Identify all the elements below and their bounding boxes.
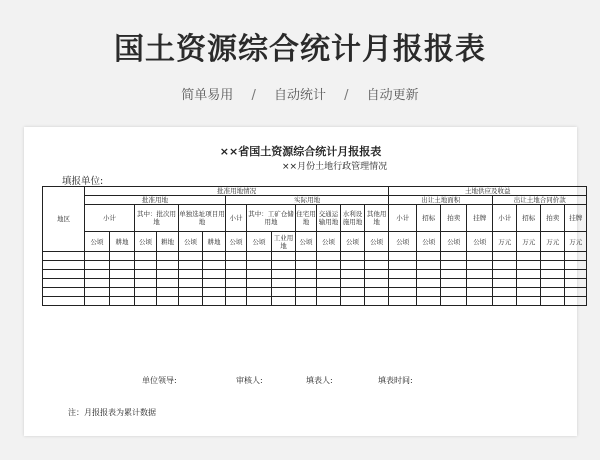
- table-cell[interactable]: [565, 279, 587, 288]
- table-cell[interactable]: [365, 297, 389, 306]
- unit-hectare: 公顷: [389, 232, 417, 252]
- table-cell[interactable]: [179, 261, 203, 270]
- report-subtitle: ××月份土地行政管理情况: [282, 162, 388, 172]
- table-cell[interactable]: [365, 261, 389, 270]
- table-cell[interactable]: [203, 297, 226, 306]
- table-cell[interactable]: [493, 261, 517, 270]
- report-title: ××省国土资源综合统计月报报表: [219, 145, 382, 158]
- unit-hectare: 公顷: [317, 232, 341, 252]
- unit-hectare: 公顷: [441, 232, 467, 252]
- table-cell[interactable]: [493, 288, 517, 297]
- unit-farmland: 耕地: [157, 232, 179, 252]
- feature-tagline: [0, 84, 600, 103]
- table-cell[interactable]: [157, 261, 179, 270]
- table-cell[interactable]: [517, 252, 541, 261]
- table-cell[interactable]: [85, 279, 110, 288]
- table-cell[interactable]: [389, 261, 417, 270]
- unit-industrial: 工业用地: [272, 232, 296, 252]
- table-cell[interactable]: [296, 261, 317, 270]
- header-land-supply: 土地供应及收益: [389, 187, 587, 196]
- table-cell[interactable]: [517, 297, 541, 306]
- table-row: [43, 270, 587, 279]
- header-subtotal: 小计: [389, 205, 417, 232]
- table-cell[interactable]: [389, 297, 417, 306]
- table-cell[interactable]: [43, 288, 85, 297]
- header-approved-situation: 批准用地情况: [85, 187, 389, 196]
- table-cell[interactable]: [467, 261, 493, 270]
- separator: /: [344, 88, 349, 103]
- table-cell[interactable]: [135, 279, 157, 288]
- table-cell[interactable]: [43, 270, 85, 279]
- table-cell[interactable]: [179, 252, 203, 261]
- header-subtotal: 小计: [493, 205, 517, 232]
- page-title: 国土资源综合统计月报报表: [114, 32, 486, 67]
- table-cell[interactable]: [157, 252, 179, 261]
- table-cell[interactable]: [296, 270, 317, 279]
- table-cell[interactable]: [365, 288, 389, 297]
- header-listing: 挂牌: [467, 205, 493, 232]
- unit-hectare: 公顷: [247, 232, 272, 252]
- table-cell[interactable]: [317, 297, 341, 306]
- table-cell[interactable]: [203, 279, 226, 288]
- header-subtotal: 小计: [226, 205, 247, 232]
- table-cell[interactable]: [441, 279, 467, 288]
- table-cell[interactable]: [517, 288, 541, 297]
- unit-farmland: 耕地: [203, 232, 226, 252]
- table-cell[interactable]: [467, 288, 493, 297]
- table-cell[interactable]: [157, 288, 179, 297]
- table-cell[interactable]: [110, 261, 135, 270]
- table-cell[interactable]: [441, 288, 467, 297]
- table-cell[interactable]: [135, 252, 157, 261]
- table-cell[interactable]: [417, 261, 441, 270]
- fill-time-label: 填表时间:: [378, 376, 413, 385]
- table-cell[interactable]: [179, 297, 203, 306]
- table-cell[interactable]: [226, 261, 247, 270]
- header-auction: 拍卖: [541, 205, 565, 232]
- table-cell[interactable]: [467, 279, 493, 288]
- table-cell[interactable]: [226, 279, 247, 288]
- table-cell[interactable]: [565, 270, 587, 279]
- reviewer-label: 审核人:: [236, 376, 263, 385]
- header-bidding: 招标: [517, 205, 541, 232]
- table-cell[interactable]: [203, 270, 226, 279]
- table-cell[interactable]: [541, 261, 565, 270]
- table-cell[interactable]: [157, 297, 179, 306]
- report-sheet: [24, 127, 583, 436]
- table-cell[interactable]: [272, 261, 296, 270]
- table-cell[interactable]: [179, 270, 203, 279]
- table-cell[interactable]: [317, 252, 341, 261]
- table-row: [43, 261, 587, 270]
- header-transfer-area: 出让土地面积: [389, 196, 493, 205]
- table-cell[interactable]: [296, 297, 317, 306]
- table-cell[interactable]: [517, 261, 541, 270]
- table-cell[interactable]: [85, 297, 110, 306]
- table-cell[interactable]: [272, 279, 296, 288]
- separator: /: [251, 88, 256, 103]
- table-cell[interactable]: [247, 270, 272, 279]
- table-row: [43, 252, 587, 261]
- header-subtotal: 小计: [85, 205, 135, 232]
- table-cell[interactable]: [247, 297, 272, 306]
- table-cell[interactable]: [43, 261, 85, 270]
- table-cell[interactable]: [317, 288, 341, 297]
- table-cell[interactable]: [226, 252, 247, 261]
- table-cell[interactable]: [226, 297, 247, 306]
- table-cell[interactable]: [247, 252, 272, 261]
- table-cell[interactable]: [389, 279, 417, 288]
- table-cell[interactable]: [272, 252, 296, 261]
- table-cell[interactable]: [157, 270, 179, 279]
- unit-hectare: 公顷: [226, 232, 247, 252]
- table-cell[interactable]: [467, 297, 493, 306]
- table-cell[interactable]: [441, 297, 467, 306]
- table-cell[interactable]: [110, 297, 135, 306]
- table-cell[interactable]: [441, 261, 467, 270]
- table-cell[interactable]: [296, 288, 317, 297]
- table-cell[interactable]: [317, 279, 341, 288]
- table-cell[interactable]: [541, 288, 565, 297]
- table-cell[interactable]: [85, 288, 110, 297]
- table-cell[interactable]: [110, 270, 135, 279]
- table-cell[interactable]: [417, 252, 441, 261]
- table-cell[interactable]: [317, 270, 341, 279]
- table-row: [43, 297, 587, 306]
- unit-wan-yuan: 万元: [565, 232, 587, 252]
- table-cell[interactable]: [565, 288, 587, 297]
- table-cell[interactable]: [565, 252, 587, 261]
- table-cell[interactable]: [341, 252, 365, 261]
- table-cell[interactable]: [365, 279, 389, 288]
- unit-hectare: 公顷: [135, 232, 157, 252]
- table-cell[interactable]: [365, 270, 389, 279]
- table-cell[interactable]: [317, 261, 341, 270]
- table-cell[interactable]: [247, 261, 272, 270]
- table-cell[interactable]: [135, 297, 157, 306]
- report-table: [42, 186, 587, 306]
- feature-auto-update: 自动更新: [366, 88, 419, 103]
- unit-hectare: 公顷: [341, 232, 365, 252]
- table-cell[interactable]: [541, 279, 565, 288]
- table-cell[interactable]: [341, 279, 365, 288]
- table-cell[interactable]: [43, 279, 85, 288]
- leader-label: 单位领导:: [142, 376, 177, 385]
- unit-hectare: 公顷: [85, 232, 110, 252]
- table-cell[interactable]: [272, 297, 296, 306]
- table-cell[interactable]: [517, 279, 541, 288]
- table-cell[interactable]: [296, 252, 317, 261]
- unit-farmland: 耕地: [110, 232, 135, 252]
- table-cell[interactable]: [226, 270, 247, 279]
- table-cell[interactable]: [417, 297, 441, 306]
- table-cell[interactable]: [565, 297, 587, 306]
- table-cell[interactable]: [203, 261, 226, 270]
- unit-wan-yuan: 万元: [493, 232, 517, 252]
- header-water: 水利设施用地: [341, 205, 365, 232]
- table-cell[interactable]: [296, 279, 317, 288]
- table-cell[interactable]: [85, 270, 110, 279]
- table-cell[interactable]: [179, 279, 203, 288]
- feature-easy: 简单易用: [181, 88, 234, 103]
- table-cell[interactable]: [541, 252, 565, 261]
- table-cell[interactable]: [541, 270, 565, 279]
- table-cell[interactable]: [135, 270, 157, 279]
- table-cell[interactable]: [135, 288, 157, 297]
- table-cell[interactable]: [110, 288, 135, 297]
- header-batch-land: 其中：批次用地: [135, 205, 179, 232]
- table-cell[interactable]: [517, 270, 541, 279]
- table-cell[interactable]: [272, 288, 296, 297]
- table-cell[interactable]: [417, 288, 441, 297]
- table-cell[interactable]: [417, 279, 441, 288]
- table-cell[interactable]: [179, 288, 203, 297]
- table-row: [43, 279, 587, 288]
- header-region: 地区: [43, 187, 85, 252]
- table-cell[interactable]: [467, 270, 493, 279]
- table-row: [43, 288, 587, 297]
- unit-hectare: 公顷: [365, 232, 389, 252]
- table-cell[interactable]: [203, 288, 226, 297]
- header-single-site: 单独选址项目用地: [179, 205, 226, 232]
- table-cell[interactable]: [110, 252, 135, 261]
- header-other: 其他用地: [365, 205, 389, 232]
- unit-wan-yuan: 万元: [517, 232, 541, 252]
- fill-unit-label: 填报单位:: [62, 176, 104, 187]
- table-cell[interactable]: [341, 270, 365, 279]
- table-cell[interactable]: [247, 279, 272, 288]
- table-cell[interactable]: [135, 261, 157, 270]
- unit-hectare: 公顷: [467, 232, 493, 252]
- header-industrial-mining: 其中：工矿仓储用地: [247, 205, 296, 232]
- header-listing: 挂牌: [565, 205, 587, 232]
- table-cell[interactable]: [493, 270, 517, 279]
- table-cell[interactable]: [247, 288, 272, 297]
- unit-wan-yuan: 万元: [541, 232, 565, 252]
- table-cell[interactable]: [341, 261, 365, 270]
- table-cell[interactable]: [43, 252, 85, 261]
- table-cell[interactable]: [43, 297, 85, 306]
- table-cell[interactable]: [441, 252, 467, 261]
- header-bidding: 招标: [417, 205, 441, 232]
- header-actual-land: 实际用地: [226, 196, 389, 205]
- header-residential: 住宅用地: [296, 205, 317, 232]
- table-cell[interactable]: [441, 270, 467, 279]
- table-cell[interactable]: [203, 252, 226, 261]
- unit-hectare: 公顷: [179, 232, 203, 252]
- table-cell[interactable]: [565, 261, 587, 270]
- header-transfer-price: 出让土地合同价款: [493, 196, 587, 205]
- table-cell[interactable]: [272, 270, 296, 279]
- feature-auto-stats: 自动统计: [273, 88, 326, 103]
- table-cell[interactable]: [467, 252, 493, 261]
- table-cell[interactable]: [157, 279, 179, 288]
- table-cell[interactable]: [85, 261, 110, 270]
- table-cell[interactable]: [417, 270, 441, 279]
- table-cell[interactable]: [226, 288, 247, 297]
- report-note: 注：月报报表为累计数据: [68, 408, 156, 417]
- table-cell[interactable]: [389, 270, 417, 279]
- table-cell[interactable]: [493, 252, 517, 261]
- table-cell[interactable]: [365, 252, 389, 261]
- unit-hectare: 公顷: [417, 232, 441, 252]
- table-cell[interactable]: [341, 288, 365, 297]
- header-auction: 拍卖: [441, 205, 467, 232]
- filler-label: 填表人:: [306, 376, 333, 385]
- table-cell[interactable]: [85, 252, 110, 261]
- table-cell[interactable]: [493, 297, 517, 306]
- table-cell[interactable]: [389, 252, 417, 261]
- table-cell[interactable]: [341, 297, 365, 306]
- unit-hectare: 公顷: [296, 232, 317, 252]
- table-cell[interactable]: [389, 288, 417, 297]
- header-approved-land: 批准用地: [85, 196, 226, 205]
- table-cell[interactable]: [541, 297, 565, 306]
- table-cell[interactable]: [493, 279, 517, 288]
- table-cell[interactable]: [110, 279, 135, 288]
- header-transport: 交通运输用地: [317, 205, 341, 232]
